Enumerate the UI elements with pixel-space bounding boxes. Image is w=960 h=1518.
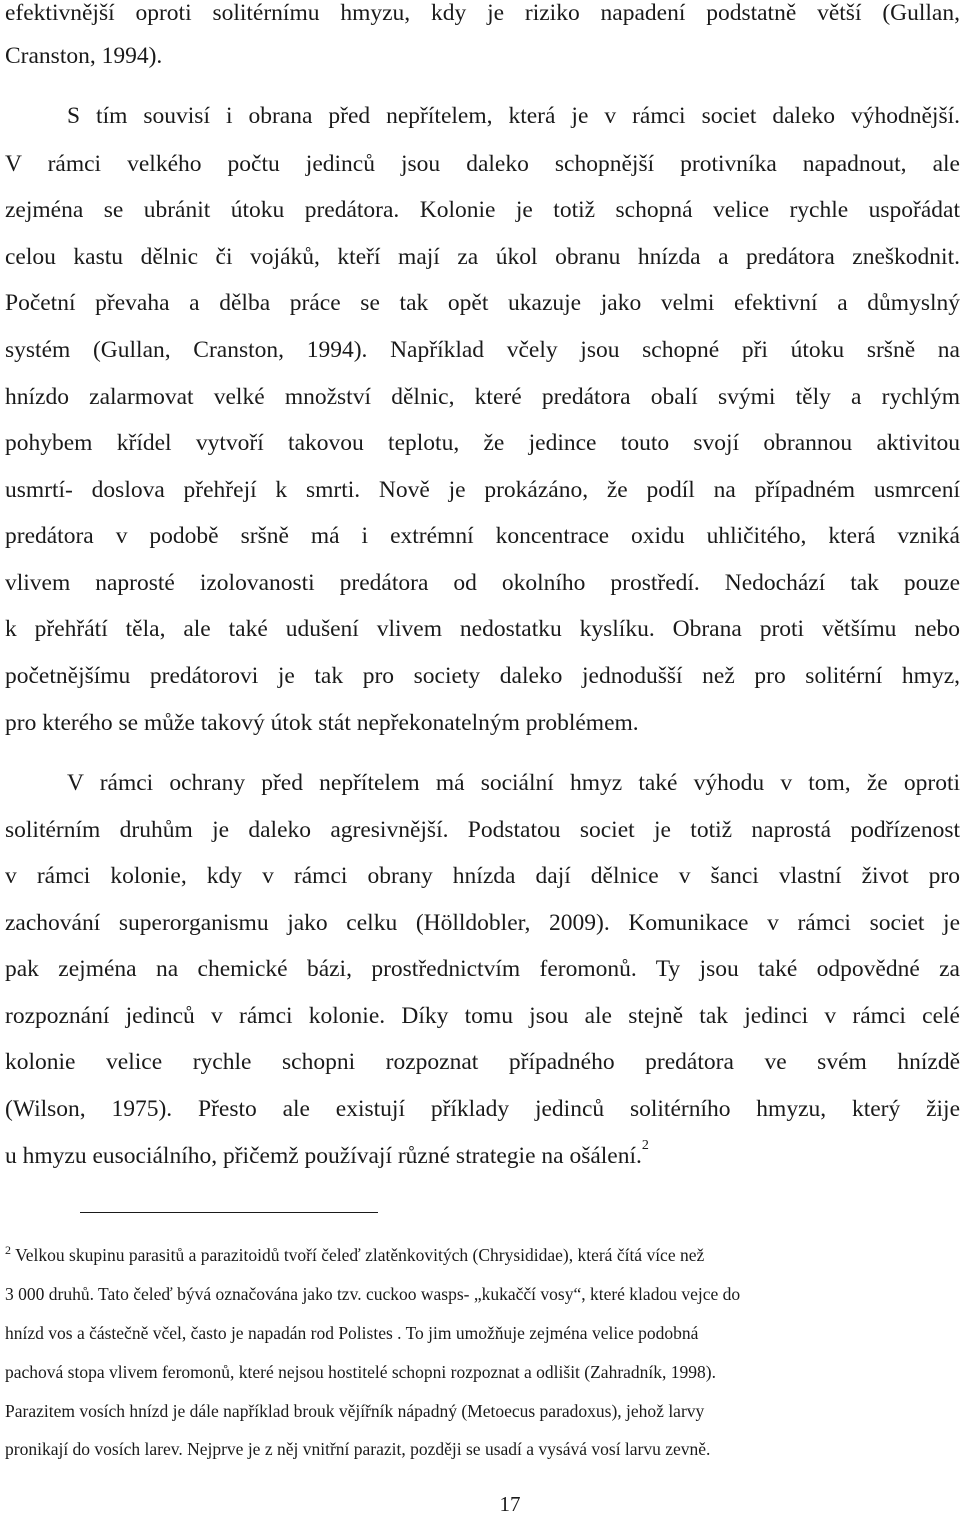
body-line: zachování superorganismu jako celku (Hölldobler, 2009). Komunikace v rámci societ je bbox=[5, 910, 960, 936]
body-line: S tím souvisí i obrana před nepřítelem, která je v rámci societ daleko výhodnější. bbox=[67, 103, 960, 129]
body-line: Početní převaha a dělba práce se tak opět ukazuje jako velmi efektivní a důmyslný bbox=[5, 290, 960, 316]
body-line: systém (Gullan, Cranston, 1994). Například včely jsou schopné při útoku sršně na bbox=[5, 337, 960, 363]
body-line: pro kterého se může takový útok stát nepřekonatelným problémem. bbox=[5, 710, 639, 736]
body-line: V rámci ochrany před nepřítelem má sociální hmyz také výhodu v tom, že oproti bbox=[67, 770, 960, 796]
body-line: (Wilson, 1975). Přesto ale existují příklady jedinců solitérního hmyzu, který žije bbox=[5, 1096, 960, 1122]
body-line: efektivnější oproti solitérnímu hmyzu, kdy je riziko napadení podstatně větší (Gullan, bbox=[5, 0, 960, 26]
footnote-line: Parazitem vosích hnízd je dále například brouk vějířník nápadný (Metoecus paradoxus), jehož larvy bbox=[5, 1401, 705, 1421]
footnote-line: 3 000 druhů. Tato čeleď bývá označována jako tzv. cuckoo wasps- „kukaččí vosy“, které kladou vejce do bbox=[5, 1284, 741, 1304]
body-line: solitérním druhům je daleko agresivnější. Podstatou societ je totiž naprostá podřízenost bbox=[5, 817, 960, 843]
body-line: k přehřátí těla, ale také udušení vlivem nedostatku kyslíku. Obrana proti většímu nebo bbox=[5, 616, 960, 642]
body-line: zejména se ubránit útoku predátora. Kolonie je totiž schopná velice rychle uspořádat bbox=[5, 197, 960, 223]
body-line: usmrtí- doslova přehřejí k smrti. Nově je prokázáno, že podíl na případném usmrcení bbox=[5, 477, 960, 503]
body-line: hnízdo zalarmovat velké množství dělnic, které predátora obalí svými těly a rychlým bbox=[5, 384, 960, 410]
body-line-text: u hmyzu eusociálního, přičemž používají různé strategie na ošálení. bbox=[5, 1143, 642, 1169]
body-line-last bbox=[5, 1138, 960, 1171]
body-line: kolonie velice rychle schopni rozpoznat případného predátora ve svém hnízdě bbox=[5, 1049, 960, 1075]
footnote-line: hnízd vos a částečně včel, často je napadán rod Polistes . To jim umožňuje zejména velice podobná bbox=[5, 1323, 699, 1343]
footnote-text: Velkou skupinu parasitů a parazitoidů tvoří čeleď zlatěnkovitých (Chrysididae), která čítá více než bbox=[15, 1245, 705, 1265]
body-line: predátora v podobě sršně má i extrémní koncentrace oxidu uhličitého, která vzniká bbox=[5, 523, 960, 549]
body-line: V rámci velkého počtu jedinců jsou daleko schopnější protivníka napadnout, ale bbox=[5, 151, 960, 177]
footnote-line bbox=[5, 1243, 960, 1269]
footnote-separator bbox=[80, 1212, 378, 1213]
body-line: početnějšímu predátorovi je tak pro society daleko jednodušší než pro solitérní hmyz, bbox=[5, 663, 960, 689]
body-line: celou kastu dělnic či vojáků, kteří mají za úkol obranu hnízda a predátora zneškodnit. bbox=[5, 244, 960, 270]
footnote-line: pronikají do vosích larev. Nejprve je z něj vnitřní parazit, později se usadí a vysává vosí larvu zevně. bbox=[5, 1439, 711, 1459]
body-line: vlivem naprosté izolovanosti predátora od okolního prostředí. Nedochází tak pouze bbox=[5, 570, 960, 596]
body-line: rozpoznání jedinců v rámci kolonie. Díky tomu jsou ale stejně tak jedinci v rámci celé bbox=[5, 1003, 960, 1029]
body-line: pak zejména na chemické bázi, prostřednictvím feromonů. Ty jsou také odpovědné za bbox=[5, 956, 960, 982]
footnote-marker: 2 bbox=[5, 1243, 11, 1257]
body-line: pohybem křídel vytvoří takovou teplotu, že jedince touto svojí obrannou aktivitou bbox=[5, 430, 960, 456]
body-line: Cranston, 1994). bbox=[5, 43, 163, 69]
page-number: 17 bbox=[499, 1492, 521, 1516]
body-line: v rámci kolonie, kdy v rámci obrany hnízda dají dělnice v šanci vlastní život pro bbox=[5, 863, 960, 889]
footnote-reference[interactable]: 2 bbox=[641, 1138, 649, 1153]
footnote-line: pachová stopa vlivem feromonů, které nejsou hostitelé schopni rozpoznat a odlišit (Zahradník, 1998). bbox=[5, 1362, 716, 1382]
